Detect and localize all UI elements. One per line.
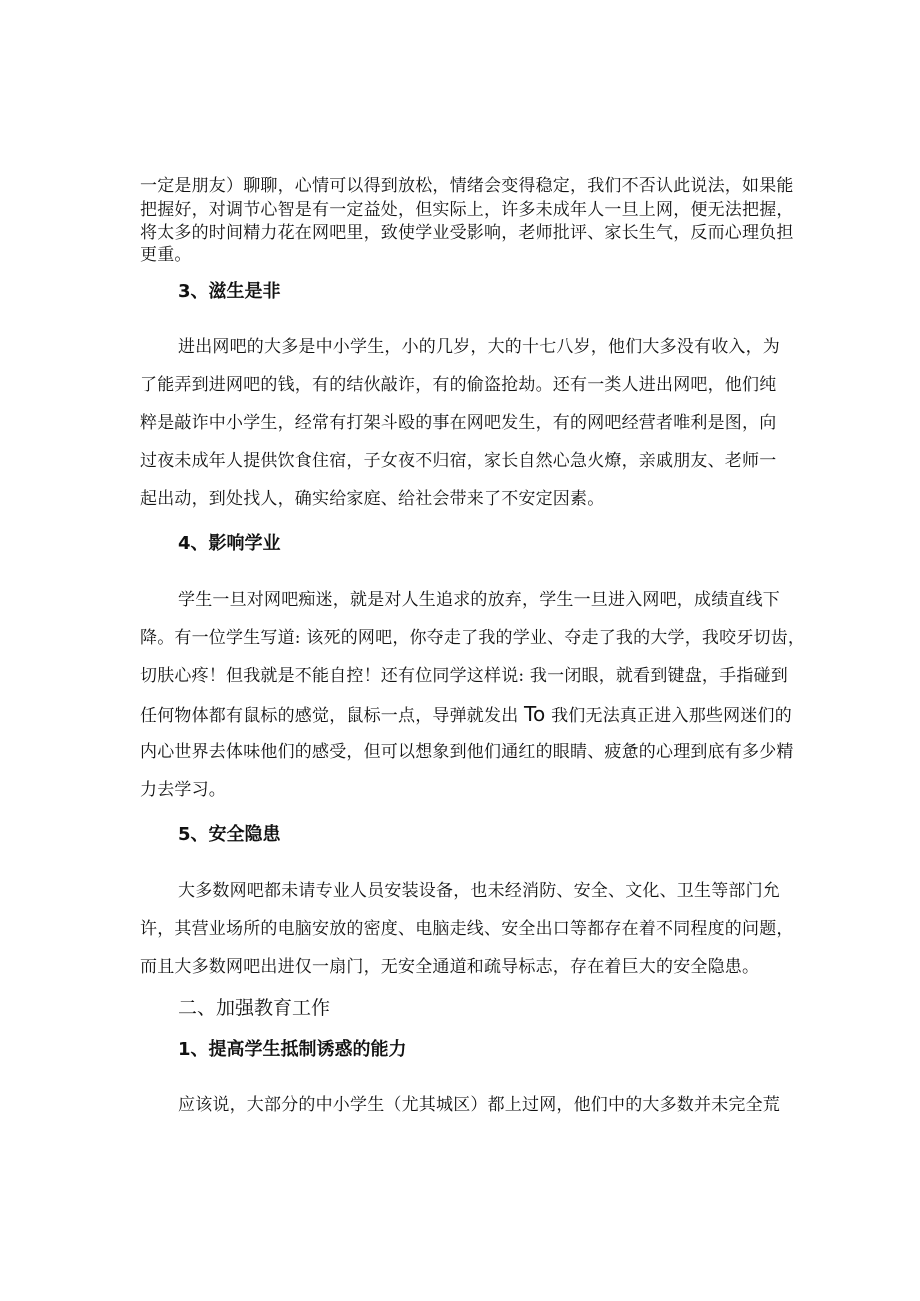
paragraph-line bbox=[140, 704, 792, 726]
paragraph-line: 过夜未成年人提供饮食住宿，子女夜不归宿，家长自然心急火燎，亲戚朋友、老师一 bbox=[140, 451, 777, 471]
paragraph-text: 我们无法真正进入那些网迷们的 bbox=[551, 706, 792, 726]
paragraph-line: 切肤心疼！但我就是不能自控！还有位同学这样说: 我一闭眼，就看到键盘，手指碰到 bbox=[140, 666, 788, 686]
chapter-heading: 二、加强教育工作 bbox=[178, 997, 331, 1019]
paragraph-line: 力去学习。 bbox=[140, 780, 226, 800]
paragraph-line: 了能弄到进网吧的钱，有的结伙敲诈，有的偷盗抢劫。还有一类人进出网吧，他们纯 bbox=[140, 375, 777, 395]
section-heading: 3、滋生是非 bbox=[178, 281, 281, 302]
latin-word: To bbox=[524, 702, 546, 726]
paragraph-line: 更重。 bbox=[140, 245, 192, 265]
paragraph-line: 将太多的时间精力花在网吧里，致使学业受影响，老师批评、家长生气，反而心理负担 bbox=[140, 223, 794, 243]
paragraph-line: 进出网吧的大多是中小学生，小的几岁，大的十七八岁，他们大多没有收入，为 bbox=[178, 337, 780, 357]
paragraph-line: 许，其营业场所的电脑安放的密度、电脑走线、安全出口等都存在着不同程度的问题， bbox=[140, 919, 794, 939]
paragraph-text: 任何物体都有鼠标的感觉，鼠标一点，导弹就发出 bbox=[140, 706, 519, 726]
section-heading: 5、安全隐患 bbox=[178, 824, 281, 845]
paragraph-line: 应该说，大部分的中小学生（尤其城区）都上过网，他们中的大多数并未完全荒 bbox=[178, 1095, 780, 1115]
paragraph-line: 粹是敲诈中小学生，经常有打架斗殴的事在网吧发生，有的网吧经营者唯利是图，向 bbox=[140, 413, 777, 433]
paragraph-line: 内心世界去体味他们的感受，但可以想象到他们通红的眼睛、疲惫的心理到底有多少精 bbox=[140, 742, 794, 762]
paragraph-line: 一定是朋友）聊聊，心情可以得到放松，情绪会变得稳定，我们不否认此说法，如果能 bbox=[140, 176, 794, 196]
paragraph-line: 把握好，对调节心智是有一定益处，但实际上，许多未成年人一旦上网，便无法把握， bbox=[140, 200, 794, 220]
paragraph-line: 学生一旦对网吧痴迷，就是对人生追求的放弃，学生一旦进入网吧，成绩直线下 bbox=[178, 590, 780, 610]
paragraph-line: 大多数网吧都未请专业人员安装设备，也未经消防、安全、文化、卫生等部门允 bbox=[178, 881, 780, 901]
paragraph-line: 起出动，到处找人，确实给家庭、给社会带来了不安定因素。 bbox=[140, 489, 605, 509]
section-heading: 1、提高学生抵制诱惑的能力 bbox=[178, 1039, 407, 1060]
paragraph-line: 而且大多数网吧出进仅一扇门，无安全通道和疏导标志，存在着巨大的安全隐患。 bbox=[140, 957, 760, 977]
paragraph-line: 降。有一位学生写道: 该死的网吧，你夺走了我的学业、夺走了我的大学，我咬牙切齿， bbox=[140, 628, 806, 648]
section-heading: 4、影响学业 bbox=[178, 533, 281, 554]
